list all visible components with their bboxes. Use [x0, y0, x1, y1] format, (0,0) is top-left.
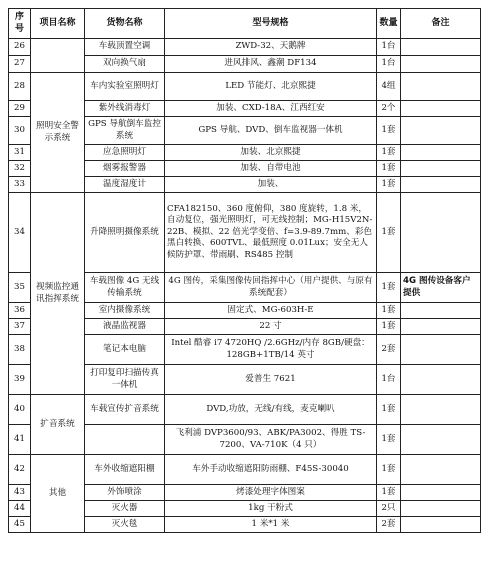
row-number: 36 [9, 303, 31, 319]
row-number: 31 [9, 145, 31, 161]
qty-cell: 2套 [377, 335, 401, 365]
spec-cell: 1kg 干粉式 [165, 501, 377, 517]
note-cell [401, 73, 481, 101]
qty-cell: 1套 [377, 303, 401, 319]
spec-cell: 加装、 [165, 177, 377, 193]
spec-cell: LED 节能灯、北京熙捷 [165, 73, 377, 101]
spec-cell: 爱普生 7621 [165, 365, 377, 395]
note-cell [401, 101, 481, 117]
qty-cell: 1台 [377, 39, 401, 56]
row-number: 34 [9, 193, 31, 273]
row-number: 43 [9, 485, 31, 501]
note-cell [401, 335, 481, 365]
table-header-row [9, 9, 481, 39]
goods-name: 烟雾报警器 [85, 161, 165, 177]
qty-cell: 2只 [377, 501, 401, 517]
spec-cell: 飞利浦 DVP3600/93、ABK/PA3002、得胜 TS-7200、VA-710K（4 只） [165, 425, 377, 455]
equipment-table [8, 8, 481, 533]
note-cell [401, 117, 481, 145]
qty-cell: 1套 [377, 319, 401, 335]
note-cell [401, 161, 481, 177]
note-cell [401, 485, 481, 501]
goods-name: 液晶监视器 [85, 319, 165, 335]
project-lighting: 照明安全警示系统 [31, 73, 85, 193]
row-number: 44 [9, 501, 31, 517]
goods-name: 车载图像 4G 无线传输系统 [85, 273, 165, 303]
spec-cell: ZWD-32、天鹅牌 [165, 39, 377, 56]
note-cell [401, 145, 481, 161]
spec-cell: Intel 酷睿 i7 4720HQ /2.6GHz/内存 8GB/硬盘：128GB+1TB/14 英寸 [165, 335, 377, 365]
spec-cell: 4G 图传，采集图像传回指挥中心（用户提供、与原有系统配套） [165, 273, 377, 303]
row-number: 42 [9, 455, 31, 485]
note-cell [401, 193, 481, 273]
goods-name: 车载宣传扩音系统 [85, 395, 165, 425]
goods-name: 灭火器 [85, 501, 165, 517]
spec-cell: 22 寸 [165, 319, 377, 335]
qty-cell: 1台 [377, 365, 401, 395]
goods-name: 温度湿度计 [85, 177, 165, 193]
header-qty: 数量 [377, 9, 401, 39]
qty-cell: 4组 [377, 73, 401, 101]
project-other: 其他 [31, 455, 85, 533]
header-seq: 序号 [9, 9, 31, 39]
spec-cell: GPS 导航、DVD、倒车监视器一体机 [165, 117, 377, 145]
qty-cell: 1套 [377, 177, 401, 193]
goods-name: 车载顶置空调 [85, 39, 165, 56]
spec-cell: 烤漆处理字体图案 [165, 485, 377, 501]
qty-cell: 1套 [377, 117, 401, 145]
goods-name: 双向换气扇 [85, 56, 165, 73]
spec-cell: 进风排风、鑫潮 DF134 [165, 56, 377, 73]
note-cell [401, 39, 481, 56]
note-cell [401, 517, 481, 533]
row-number: 37 [9, 319, 31, 335]
row-number: 29 [9, 101, 31, 117]
header-project: 项目名称 [31, 9, 85, 39]
row-number: 32 [9, 161, 31, 177]
note-cell [401, 425, 481, 455]
project-sound: 扩音系统 [31, 395, 85, 455]
goods-name: 室内摄像系统 [85, 303, 165, 319]
row-number: 45 [9, 517, 31, 533]
qty-cell: 2套 [377, 517, 401, 533]
note-cell [401, 177, 481, 193]
goods-name: 紫外线消毒灯 [85, 101, 165, 117]
goods-name: 车内实验室照明灯 [85, 73, 165, 101]
row-number: 41 [9, 425, 31, 455]
table-row [9, 73, 481, 101]
note-cell [401, 319, 481, 335]
spec-cell: DVD,功放，无线/有线，麦克喇叭 [165, 395, 377, 425]
spec-cell: 加装、自带电池 [165, 161, 377, 177]
spec-cell: 1 米*1 米 [165, 517, 377, 533]
qty-cell: 1套 [377, 145, 401, 161]
goods-name: 打印复印扫描传真一体机 [85, 365, 165, 395]
qty-cell: 1套 [377, 395, 401, 425]
note-cell [401, 501, 481, 517]
row-number: 38 [9, 335, 31, 365]
spec-cell: 固定式、MG-603H-E [165, 303, 377, 319]
project-cell-empty [31, 39, 85, 73]
spec-cell: 车外手动收缩遮阳防雨棚、F45S-30040 [165, 455, 377, 485]
qty-cell: 1套 [377, 273, 401, 303]
table-row [9, 39, 481, 56]
qty-cell: 1套 [377, 161, 401, 177]
row-number: 30 [9, 117, 31, 145]
header-note: 备注 [401, 9, 481, 39]
spec-cell: CFA182150、360 度俯仰，380 度旋转，1.8 米，自动复位，强光照明灯，可无线控制；MG-H15V2N-22B、模拟、22 倍光学变倍、f=3.9-89.7mm、彩色黑白转换、600TVL、最低照度 0.01Lux；安全无人候防护罩、带雨刷、RS485 控制 [165, 193, 377, 273]
goods-name [85, 425, 165, 455]
spec-cell: 加装、北京熙捷 [165, 145, 377, 161]
goods-name: 外饰喷涂 [85, 485, 165, 501]
note-cell [401, 303, 481, 319]
qty-cell: 1台 [377, 56, 401, 73]
header-spec: 型号规格 [165, 9, 377, 39]
qty-cell: 1套 [377, 485, 401, 501]
goods-name: 灭火毯 [85, 517, 165, 533]
project-video: 视频监控通讯指挥系统 [31, 193, 85, 395]
qty-cell: 1套 [377, 193, 401, 273]
table-row [9, 455, 481, 485]
goods-name: 升降照明摄像系统 [85, 193, 165, 273]
row-number: 26 [9, 39, 31, 56]
row-number: 27 [9, 56, 31, 73]
note-cell [401, 395, 481, 425]
qty-cell: 1套 [377, 425, 401, 455]
table-row [9, 193, 481, 273]
note-cell [401, 455, 481, 485]
row-number: 40 [9, 395, 31, 425]
goods-name: 车外收缩遮阳棚 [85, 455, 165, 485]
qty-cell: 2个 [377, 101, 401, 117]
spec-cell: 加装、CXD-18A、江西红安 [165, 101, 377, 117]
table-row [9, 395, 481, 425]
qty-cell: 1套 [377, 455, 401, 485]
goods-name: 笔记本电脑 [85, 335, 165, 365]
note-cell [401, 365, 481, 395]
header-goods: 货物名称 [85, 9, 165, 39]
row-number: 33 [9, 177, 31, 193]
row-number: 39 [9, 365, 31, 395]
row-number: 35 [9, 273, 31, 303]
row-number: 28 [9, 73, 31, 101]
note-cell [401, 56, 481, 73]
note-cell: 4G 图传设备客户提供 [401, 273, 481, 303]
goods-name: GPS 导航倒车监控系统 [85, 117, 165, 145]
goods-name: 应急照明灯 [85, 145, 165, 161]
